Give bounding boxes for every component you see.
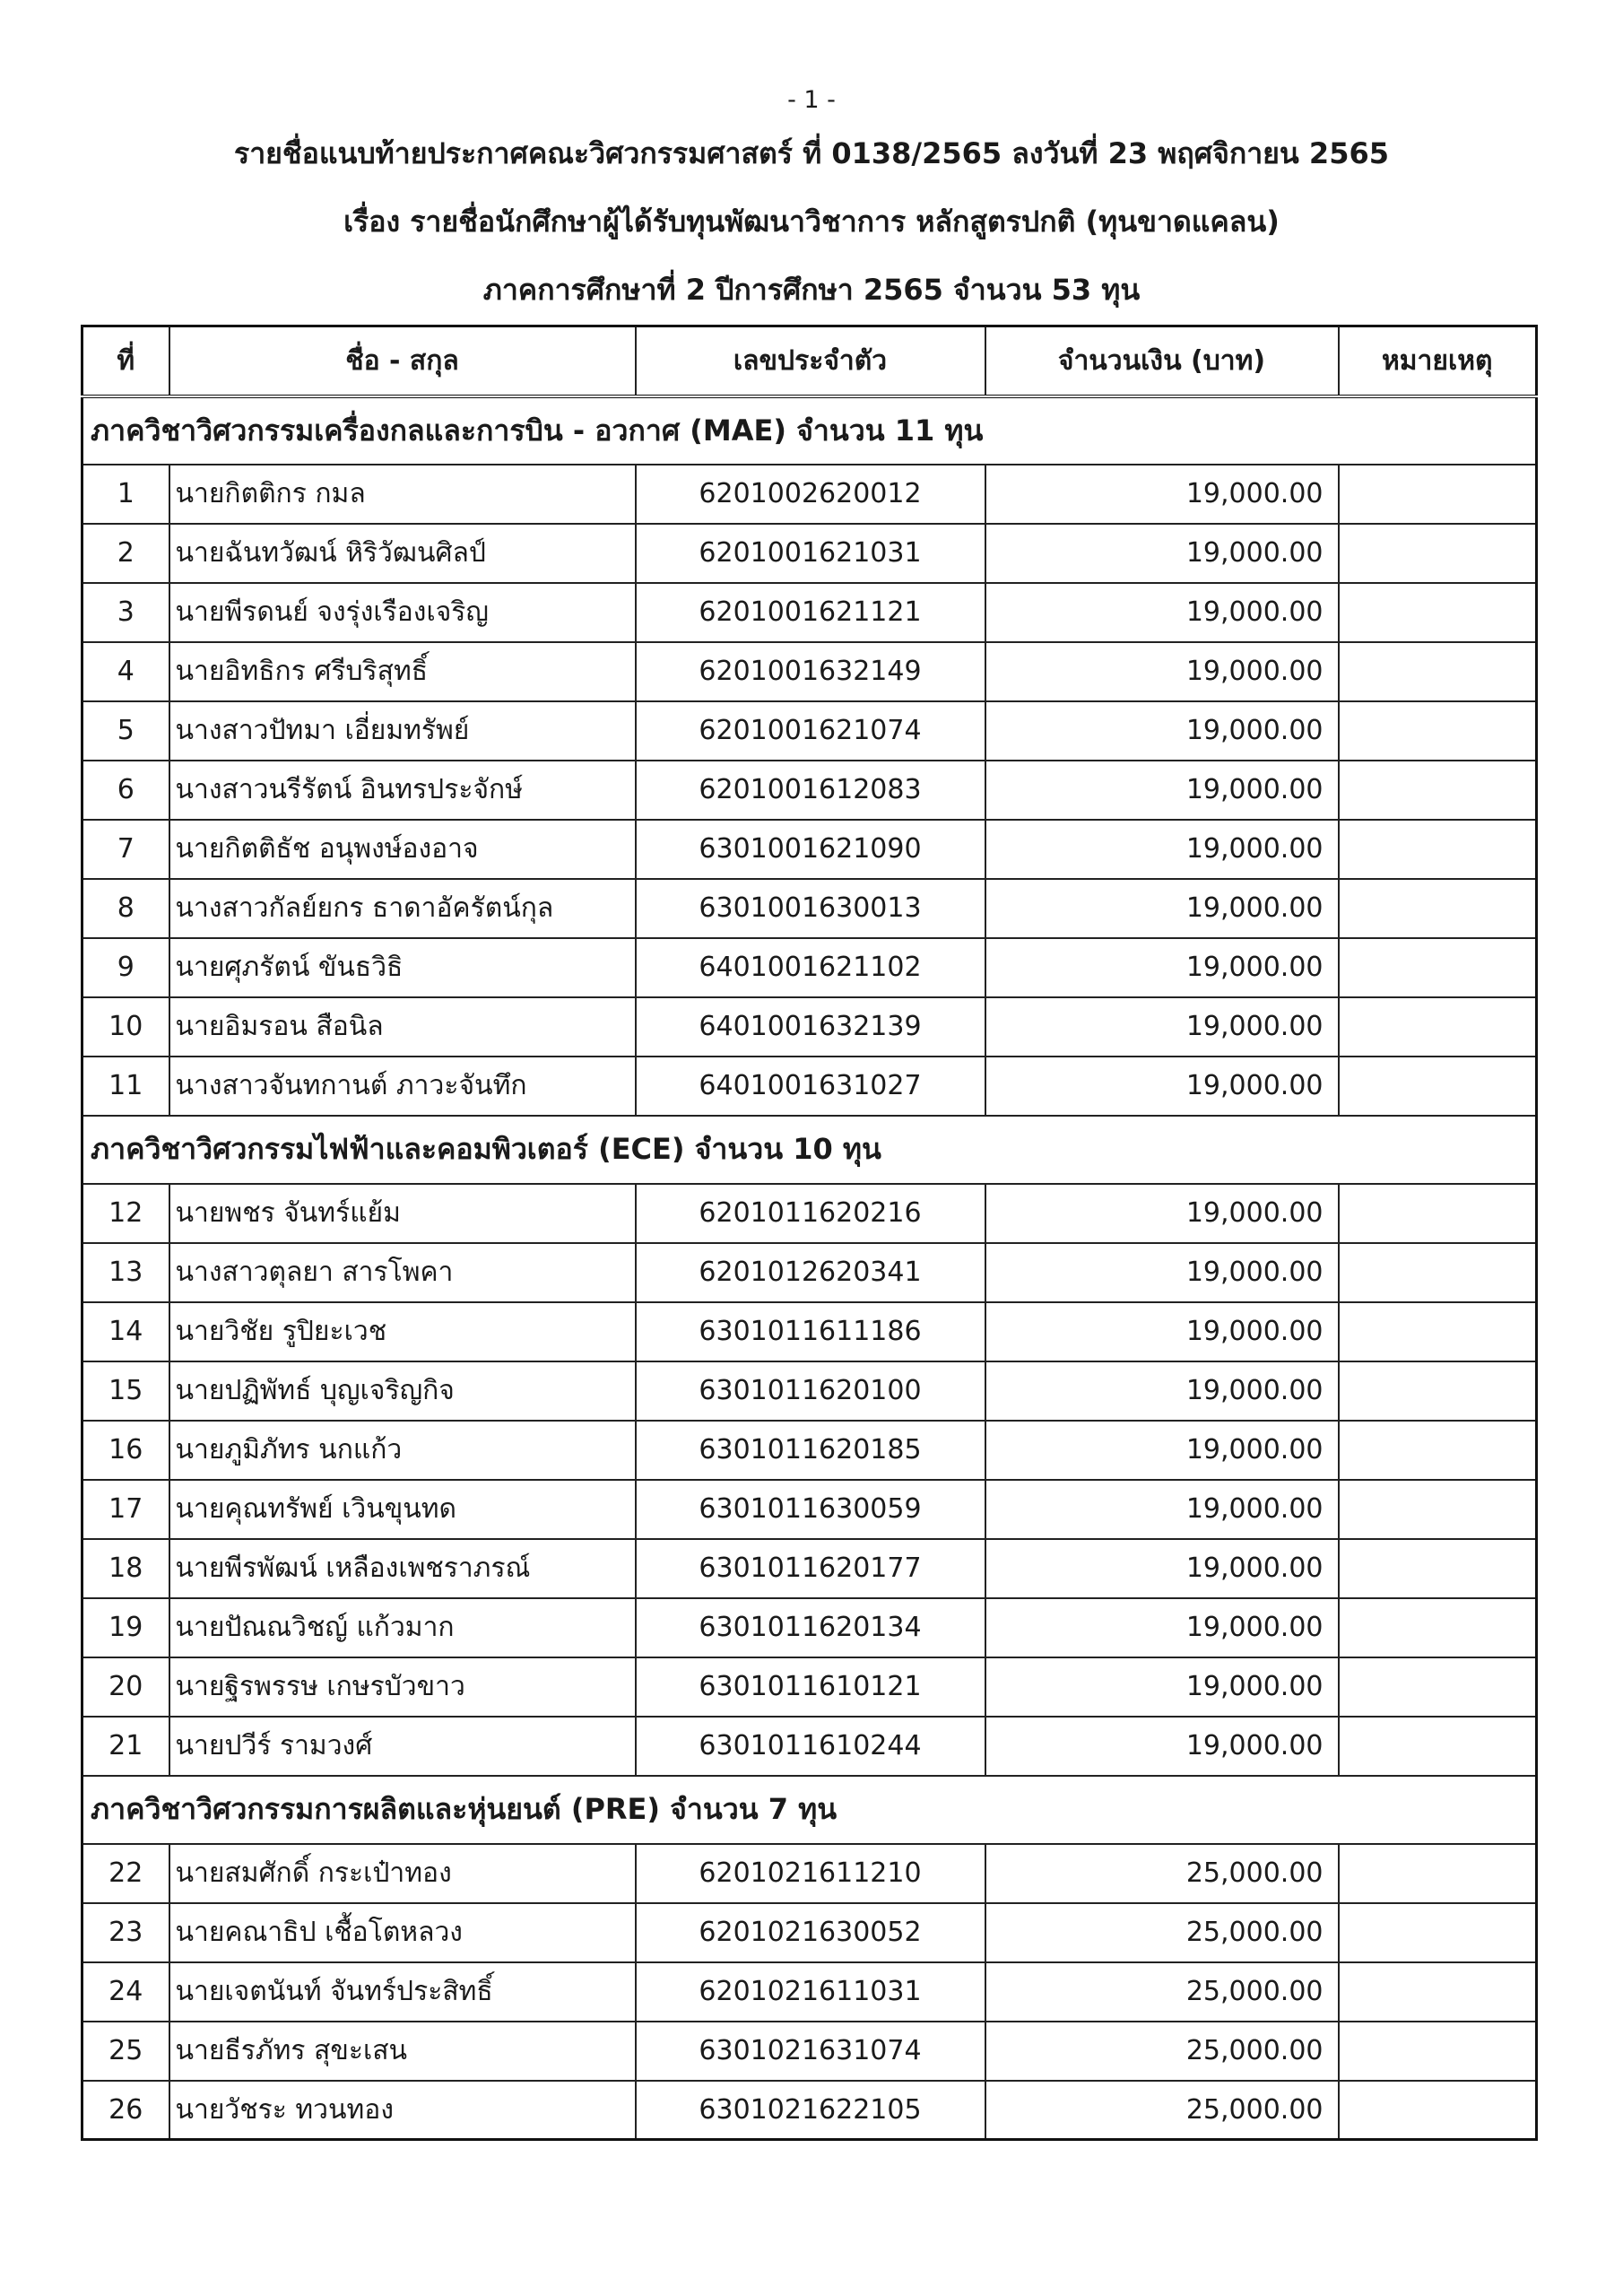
student-id: 6301011610244 (636, 1717, 985, 1776)
student-id: 6201021611210 (636, 1844, 985, 1903)
student-id: 6401001621102 (636, 938, 985, 997)
row-number: 18 (82, 1539, 169, 1598)
table-row (82, 524, 1537, 583)
student-id: 6301021622105 (636, 2081, 985, 2140)
table-row (82, 583, 1537, 642)
amount: 19,000.00 (985, 879, 1339, 938)
student-id: 6201001621074 (636, 701, 985, 761)
table-row (82, 1361, 1537, 1421)
section-title: ภาควิชาวิศวกรรมไฟฟ้าและคอมพิวเตอร์ (ECE) จำนวน 10 ทุน (82, 1116, 1537, 1184)
amount: 19,000.00 (985, 1243, 1339, 1302)
table-row (82, 1717, 1537, 1776)
student-name: นางสาวปัทมา เอี่ยมทรัพย์ (169, 701, 636, 761)
amount: 19,000.00 (985, 701, 1339, 761)
student-name: นายสมศักดิ์ กระเป๋าทอง (169, 1844, 636, 1903)
student-name: นายศุภรัตน์ ขันธวิธิ (169, 938, 636, 997)
row-number: 1 (82, 465, 169, 524)
table-row (82, 642, 1537, 701)
row-number: 19 (82, 1598, 169, 1657)
table-row (82, 1539, 1537, 1598)
student-id: 6301021631074 (636, 2022, 985, 2081)
student-name: นายฐิรพรรษ เกษรบัวขาว (169, 1657, 636, 1717)
table-row (82, 1421, 1537, 1480)
row-number: 10 (82, 997, 169, 1057)
row-number: 3 (82, 583, 169, 642)
header-no: ที่ (82, 326, 169, 396)
student-name: นายอิมรอน สือนิล (169, 997, 636, 1057)
student-name: นายเจตนันท์ จันทร์ประสิทธิ์ (169, 1962, 636, 2022)
student-name: นายพีรพัฒน์ เหลืองเพชราภรณ์ (169, 1539, 636, 1598)
table-row (82, 820, 1537, 879)
student-id: 6301011630059 (636, 1480, 985, 1539)
note (1339, 997, 1537, 1057)
note (1339, 1184, 1537, 1243)
announcement-title: รายชื่อแนบท้ายประกาศคณะวิศวกรรมศาสตร์ ที่ 0138/2565 ลงวันที่ 23 พฤศจิกายน 2565 (234, 136, 1389, 170)
note (1339, 583, 1537, 642)
row-number: 15 (82, 1361, 169, 1421)
table-row (82, 1184, 1537, 1243)
note (1339, 701, 1537, 761)
page-number: - 1 - (787, 86, 836, 114)
row-number: 4 (82, 642, 169, 701)
student-name: นางสาวกัลย์ยกร ธาดาอัครัตน์กุล (169, 879, 636, 938)
table-row (82, 1057, 1537, 1116)
table-row (82, 879, 1537, 938)
table-row (82, 997, 1537, 1057)
row-number: 23 (82, 1903, 169, 1962)
student-id: 6201021611031 (636, 1962, 985, 2022)
row-number: 13 (82, 1243, 169, 1302)
row-number: 7 (82, 820, 169, 879)
student-id: 6201001612083 (636, 761, 985, 820)
note (1339, 1962, 1537, 2022)
amount: 19,000.00 (985, 1717, 1339, 1776)
student-name: นายคณาธิป เชื้อโตหลวง (169, 1903, 636, 1962)
table-row (82, 1598, 1537, 1657)
row-number: 20 (82, 1657, 169, 1717)
row-number: 21 (82, 1717, 169, 1776)
student-name: นายวิชัย รูปิยะเวช (169, 1302, 636, 1361)
student-id: 6301001621090 (636, 820, 985, 879)
student-id: 6201002620012 (636, 465, 985, 524)
amount: 19,000.00 (985, 524, 1339, 583)
note (1339, 1844, 1537, 1903)
note (1339, 2081, 1537, 2140)
student-name: นายปวีร์ รามวงศ์ (169, 1717, 636, 1776)
student-id: 6301001630013 (636, 879, 985, 938)
header-note: หมายเหตุ (1339, 326, 1537, 396)
amount: 25,000.00 (985, 2022, 1339, 2081)
student-name: นายภูมิภัทร นกแก้ว (169, 1421, 636, 1480)
table-body (82, 396, 1537, 2140)
header-student-id: เลขประจำตัว (636, 326, 985, 396)
amount: 19,000.00 (985, 642, 1339, 701)
amount: 19,000.00 (985, 1480, 1339, 1539)
row-number: 2 (82, 524, 169, 583)
student-id: 6301011611186 (636, 1302, 985, 1361)
student-id: 6301011610121 (636, 1657, 985, 1717)
student-name: นายอิทธิกร ศรีบริสุทธิ์ (169, 642, 636, 701)
student-id: 6201001621121 (636, 583, 985, 642)
scholarship-table (81, 325, 1538, 2141)
row-number: 11 (82, 1057, 169, 1116)
student-name: นายวัชระ ทวนทอง (169, 2081, 636, 2140)
student-id: 6201012620341 (636, 1243, 985, 1302)
row-number: 16 (82, 1421, 169, 1480)
student-name: นายคุณทรัพย์ เวินขุนทด (169, 1480, 636, 1539)
row-number: 8 (82, 879, 169, 938)
student-name: นางสาวนรีรัตน์ อินทรประจักษ์ (169, 761, 636, 820)
note (1339, 938, 1537, 997)
row-number: 6 (82, 761, 169, 820)
header-name: ชื่อ - สกุล (169, 326, 636, 396)
note (1339, 1480, 1537, 1539)
student-id: 6301011620177 (636, 1539, 985, 1598)
amount: 25,000.00 (985, 2081, 1339, 2140)
amount: 19,000.00 (985, 1598, 1339, 1657)
table-row (82, 1480, 1537, 1539)
table-row (82, 761, 1537, 820)
student-id: 6401001631027 (636, 1057, 985, 1116)
student-name: นายฉันทวัฒน์ หิริวัฒนศิลป์ (169, 524, 636, 583)
amount: 19,000.00 (985, 1421, 1339, 1480)
student-id: 6301011620185 (636, 1421, 985, 1480)
amount: 25,000.00 (985, 1903, 1339, 1962)
table-row (82, 701, 1537, 761)
student-name: นายธีรภัทร สุขะเสน (169, 2022, 636, 2081)
note (1339, 1361, 1537, 1421)
amount: 19,000.00 (985, 1184, 1339, 1243)
amount: 19,000.00 (985, 820, 1339, 879)
student-id: 6301011620134 (636, 1598, 985, 1657)
note (1339, 1717, 1537, 1776)
note (1339, 1657, 1537, 1717)
amount: 19,000.00 (985, 997, 1339, 1057)
table-row (82, 1903, 1537, 1962)
student-id: 6201021630052 (636, 1903, 985, 1962)
row-number: 5 (82, 701, 169, 761)
row-number: 22 (82, 1844, 169, 1903)
amount: 19,000.00 (985, 1361, 1339, 1421)
note (1339, 1598, 1537, 1657)
note (1339, 1302, 1537, 1361)
student-name: นายกิตติกร กมล (169, 465, 636, 524)
amount: 19,000.00 (985, 1539, 1339, 1598)
header-amount: จำนวนเงิน (บาท) (985, 326, 1339, 396)
note (1339, 1243, 1537, 1302)
note (1339, 524, 1537, 583)
student-name: นายพีรดนย์ จงรุ่งเรืองเจริญ (169, 583, 636, 642)
table-row (82, 938, 1537, 997)
note (1339, 1903, 1537, 1962)
section-row (82, 1776, 1537, 1844)
row-number: 25 (82, 2022, 169, 2081)
note (1339, 2022, 1537, 2081)
table-row (82, 1657, 1537, 1717)
row-number: 26 (82, 2081, 169, 2140)
section-title: ภาควิชาวิศวกรรมการผลิตและหุ่นยนต์ (PRE) จำนวน 7 ทุน (82, 1776, 1537, 1844)
student-name: นางสาวจันทกานต์ ภาวะจันทึก (169, 1057, 636, 1116)
row-number: 9 (82, 938, 169, 997)
table-header-row (82, 326, 1537, 396)
table-row (82, 2022, 1537, 2081)
table-row (82, 1962, 1537, 2022)
student-id: 6201011620216 (636, 1184, 985, 1243)
student-name: นายพชร จันทร์แย้ม (169, 1184, 636, 1243)
announcement-subject: เรื่อง รายชื่อนักศึกษาผู้ได้รับทุนพัฒนาวิชาการ หลักสูตรปกติ (ทุนขาดแคลน) (343, 204, 1280, 239)
student-name: นางสาวตุลยา สารโพคา (169, 1243, 636, 1302)
table-row (82, 1844, 1537, 1903)
amount: 19,000.00 (985, 583, 1339, 642)
amount: 19,000.00 (985, 1057, 1339, 1116)
table-row (82, 2081, 1537, 2140)
note (1339, 465, 1537, 524)
section-row (82, 396, 1537, 465)
note (1339, 879, 1537, 938)
amount: 25,000.00 (985, 1962, 1339, 2022)
amount: 19,000.00 (985, 1657, 1339, 1717)
student-id: 6201001621031 (636, 524, 985, 583)
note (1339, 761, 1537, 820)
student-id: 6201001632149 (636, 642, 985, 701)
amount: 19,000.00 (985, 761, 1339, 820)
amount: 25,000.00 (985, 1844, 1339, 1903)
student-name: นายปฏิพัทธ์ บุญเจริญกิจ (169, 1361, 636, 1421)
amount: 19,000.00 (985, 938, 1339, 997)
student-name: นายปัณณวิชญ์ แก้วมาก (169, 1598, 636, 1657)
table-row (82, 465, 1537, 524)
student-id: 6301011620100 (636, 1361, 985, 1421)
table-row (82, 1243, 1537, 1302)
note (1339, 1539, 1537, 1598)
amount: 19,000.00 (985, 465, 1339, 524)
student-name: นายกิตติธัช อนุพงษ์องอาจ (169, 820, 636, 879)
section-row (82, 1116, 1537, 1184)
amount: 19,000.00 (985, 1302, 1339, 1361)
note (1339, 1057, 1537, 1116)
row-number: 14 (82, 1302, 169, 1361)
note (1339, 820, 1537, 879)
announcement-term: ภาคการศึกษาที่ 2 ปีการศึกษา 2565 จำนวน 53 ทุน (482, 273, 1141, 307)
row-number: 12 (82, 1184, 169, 1243)
note (1339, 642, 1537, 701)
row-number: 17 (82, 1480, 169, 1539)
student-id: 6401001632139 (636, 997, 985, 1057)
section-title: ภาควิชาวิศวกรรมเครื่องกลและการบิน - อวกาศ (MAE) จำนวน 11 ทุน (82, 396, 1537, 465)
note (1339, 1421, 1537, 1480)
row-number: 24 (82, 1962, 169, 2022)
table-row (82, 1302, 1537, 1361)
